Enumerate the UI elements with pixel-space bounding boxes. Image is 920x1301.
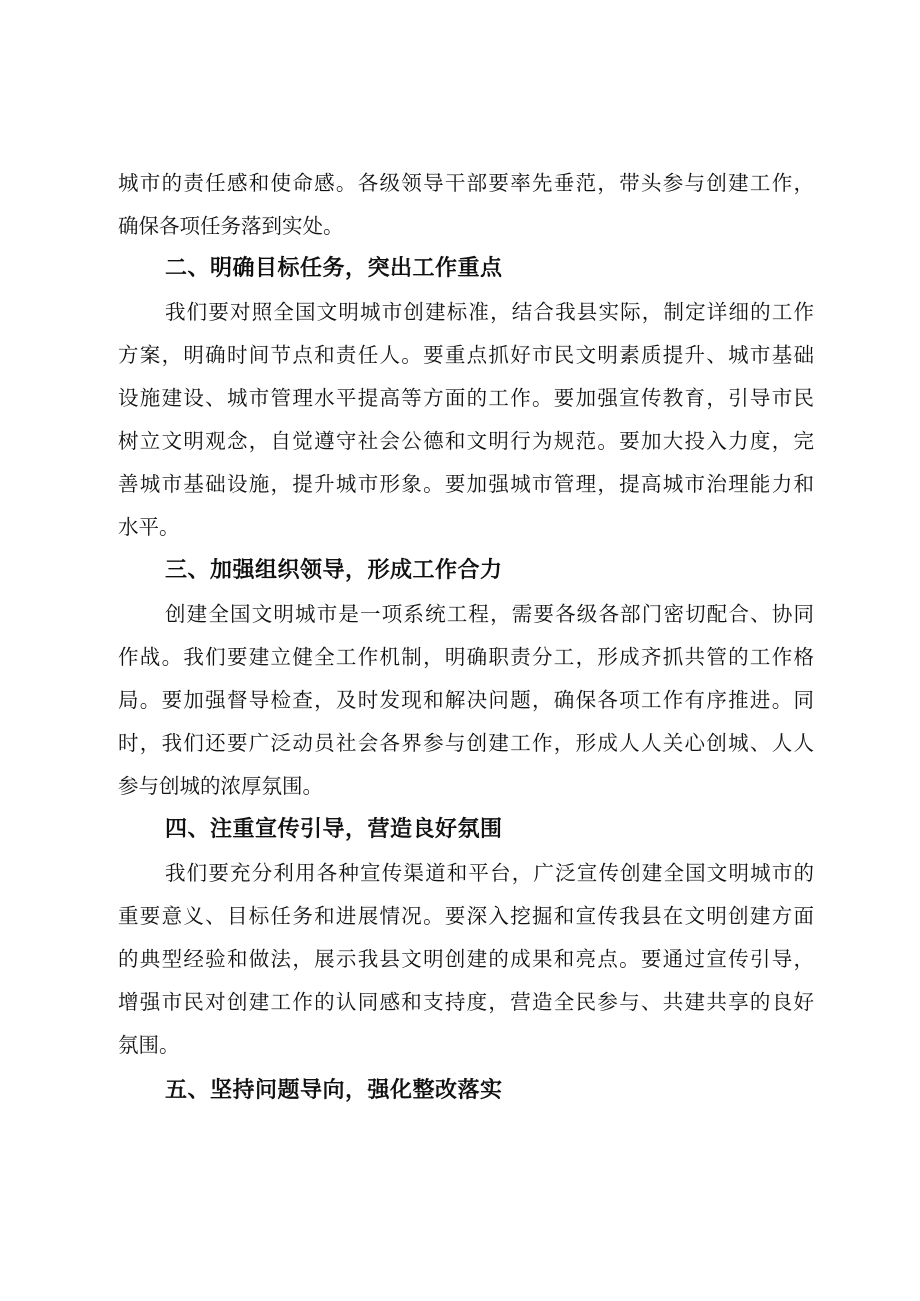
section-3-line-4: 时，我们还要广泛动员社会各界参与创建工作，形成人人关心创城、人人: [118, 731, 814, 755]
section-heading-4: 四、注重宣传引导，营造良好氛围: [165, 817, 503, 842]
section-2-line-2: 方案，明确时间节点和责任人。要重点抓好市民文明素质提升、城市基础: [118, 343, 814, 367]
section-3-line-5: 参与创城的浓厚氛围。: [118, 774, 323, 798]
section-4-line-5: 氛围。: [118, 1033, 180, 1057]
section-4-line-3: 的典型经验和做法，展示我县文明创建的成果和亮点。要通过宣传引导，: [118, 947, 814, 971]
section-4-line-1: 我们要充分利用各种宣传渠道和平台，广泛宣传创建全国文明城市的: [165, 861, 814, 885]
intro-line-1: 城市的责任感和使命感。各级领导干部要率先垂范，带头参与创建工作，: [118, 171, 814, 195]
intro-line-2: 确保各项任务落到实处。: [118, 214, 344, 238]
section-2-line-5: 善城市基础设施，提升城市形象。要加强城市管理，提高城市治理能力和: [118, 472, 814, 496]
section-2-line-3: 设施建设、城市管理水平提高等方面的工作。要加强宣传教育，引导市民: [118, 386, 814, 410]
section-4-line-4: 增强市民对创建工作的认同感和支持度，营造全民参与、共建共享的良好: [118, 990, 814, 1014]
section-heading-2: 二、明确目标任务，突出工作重点: [165, 256, 503, 281]
section-heading-3: 三、加强组织领导，形成工作合力: [165, 558, 503, 583]
section-2-line-1: 我们要对照全国文明城市创建标准，结合我县实际，制定详细的工作: [165, 300, 814, 324]
section-3-line-3: 局。要加强督导检查，及时发现和解决问题，确保各项工作有序推进。同: [118, 688, 814, 712]
section-heading-5: 五、坚持问题导向，强化整改落实: [165, 1078, 503, 1103]
section-3-line-1: 创建全国文明城市是一项系统工程，需要各级各部门密切配合、协同: [165, 602, 814, 626]
section-4-line-2: 重要意义、目标任务和进展情况。要深入挖掘和宣传我县在文明创建方面: [118, 904, 814, 928]
section-2-line-4: 树立文明观念，自觉遵守社会公德和文明行为规范。要加大投入力度，完: [118, 429, 814, 453]
section-3-line-2: 作战。我们要建立健全工作机制，明确职责分工，形成齐抓共管的工作格: [118, 645, 814, 669]
section-2-line-6: 水平。: [118, 515, 180, 539]
